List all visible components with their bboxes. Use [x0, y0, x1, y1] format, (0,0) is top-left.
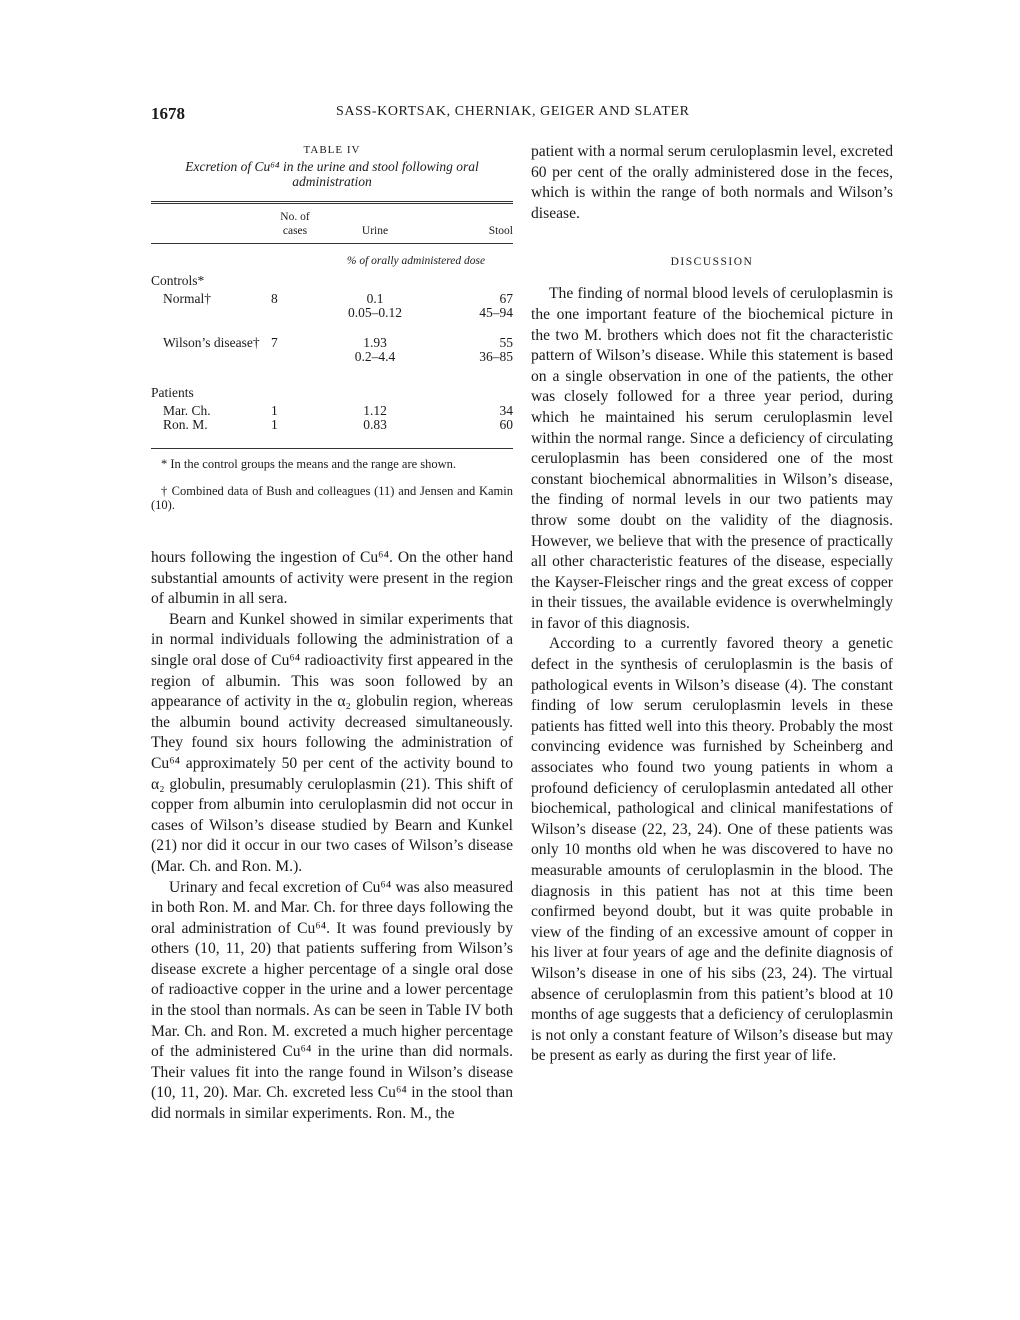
cell-urine [319, 288, 431, 320]
table-title: TABLE IV [303, 144, 361, 156]
body-paragraph: Urinary and fecal excretion of Cu⁶⁴ was also measured in both Ron. M. and Mar. Ch. for three days following the oral administration of Cu⁶⁴. It was found previously by others (10, 11, 20) that patients suffering from Wilson’s disease excrete a higher percentage of a single oral dose of radioactive copper in the urine and a lower percentage in the stool than normals. As can be seen in Table IV both Mar. Ch. and Ron. M. excreted a much higher percentage of the administered Cu⁶⁴ in the urine than did normals. Their values fit into the range found in Wilson’s disease (10, 11, 20). Mar. Ch. excreted less Cu⁶⁴ in the stool than did normals in similar experiments. Ron. M., the [151, 878, 513, 1123]
col-header-cases: No. of cases [271, 203, 319, 244]
body-paragraph: Bearn and Kunkel showed in similar experiments that in normal individuals following the administration of a single oral dose of Cu⁶⁴ radioactivity first appeared in the region of albumin. This was soon followed by an appearance of activity in the α₂ globulin region, whereas the albumin bound activity decreased simultaneously. They found six hours following the administration of Cu⁶⁴ approximately 50 per cent of the activity bound to α₂ globulin, presumably ceruloplasmin (21). This shift of copper from albumin into ceruloplasmin did not occur in cases of Wilson’s disease studied by Bearn and Kunkel (21) nor did it occur in our two cases of Wilson’s disease (Mar. Ch. and Ron. M.). [151, 610, 513, 875]
right-column [531, 142, 893, 1067]
unit-label: % of orally administered dose [346, 255, 486, 267]
cell-urine: 1.12 [363, 403, 387, 418]
cell-urine [319, 320, 431, 364]
urine-mean: 1.93 [363, 335, 387, 350]
cell-cases: 8 [271, 291, 278, 306]
table-row [151, 320, 513, 364]
group-row-patients [151, 364, 513, 400]
excretion-table [151, 201, 513, 449]
cell-stool [431, 320, 513, 364]
group-label-controls: Controls* [151, 273, 205, 288]
left-column [151, 142, 513, 1125]
body-paragraph: hours following the ingestion of Cu⁶⁴. On the other hand substantial amounts of activity were present in the region of albumin in all sera. [151, 549, 513, 608]
table-row [151, 418, 513, 449]
cell-stool: 60 [431, 418, 513, 449]
section-heading: DISCUSSION [670, 256, 754, 269]
stool-mean: 55 [499, 335, 513, 350]
body-paragraph: patient with a normal serum ceruloplasmin level, excreted 60 per cent of the orally administered dose in the feces, which is within the range of both normals and Wilson’s disease. [531, 143, 893, 222]
cell-stool [431, 288, 513, 320]
table-row [151, 288, 513, 320]
stool-range: 45–94 [479, 305, 513, 320]
body-paragraph: According to a currently favored theory a genetic defect in the synthesis of ceruloplasmin is the basis of pathological events in Wilson’s disease (4). The constant finding of low serum ceruloplasmin levels in these patients has fitted well into this theory. Probably the most convincing evidence was furnished by Scheinberg and associates who found two young patients in whom a profound deficiency of ceruloplasmin antedated all other biochemical, pathological and clinical manifestations of Wilson’s disease (22, 23, 24). One of these patients was only 10 months old when he was discovered to have no measurable amounts of ceruloplasmin in the blood. The diagnosis in this patient has not at this time been confirmed beyond doubt, but it was quite probable in view of the finding of an excessive amount of copper in his liver at four years of age and the definite diagnosis of Wilson’s disease in one of his sibs (23, 24). The virtual absence of ceruloplasmin from this patient’s blood at 10 months of age suggests that a deficiency of ceruloplasmin is not only a constant feature of Wilson’s disease but may be present as early as during the first year of life. [531, 635, 893, 1065]
cell-urine: 0.83 [319, 418, 431, 449]
cell-stool: 34 [499, 403, 513, 418]
cell-cases: 1 [271, 403, 278, 418]
body-paragraph: The finding of normal blood levels of ceruloplasmin is the one important feature of the biochemical picture in the two M. brothers which does not fit the characteristic pattern of Wilson’s disease. While this statement is based on a single observation in one of the patients, the other was closely followed for a three year period, during which he maintained his serum ceruloplasmin level within the normal range. Since a deficiency of circulating ceruloplasmin has been considered one of the most constant biochemical abnormalities in Wilson’s disease, the finding of normal levels in our two patients may throw some doubt on the validity of the diagnosis. However, we believe that with the presence of practically all other characteristic features of the disease, especially the Kayser-Fleischer rings and the great excess of copper in their tissues, the available evidence is overwhelmingly in favor of this diagnosis. [531, 285, 893, 632]
cell-cases: 7 [271, 335, 278, 350]
col-header-urine: Urine [319, 203, 431, 244]
col-header-group [151, 203, 271, 244]
table-unit-row [151, 244, 513, 275]
stool-mean: 67 [499, 291, 513, 306]
col-header-stool: Stool [431, 203, 513, 244]
table-footnote: † Combined data of Bush and colleagues (11) and Jensen and Kamin (10). [151, 483, 513, 512]
table-footnote: * In the control groups the means and the range are shown. [161, 457, 457, 471]
table-header-row [151, 203, 513, 244]
urine-mean: 0.1 [366, 291, 384, 306]
urine-range: 0.2–4.4 [354, 349, 396, 364]
page-number: 1678 [151, 104, 185, 123]
group-row-controls [151, 274, 513, 288]
row-label: Mar. Ch. [163, 403, 211, 418]
group-label-patients: Patients [151, 385, 194, 400]
cell-cases: 1 [271, 418, 319, 449]
stool-range: 36–85 [479, 349, 513, 364]
row-label: Normal† [163, 291, 211, 306]
row-label: Wilson’s disease† [163, 335, 260, 350]
table-caption: Excretion of Cu⁶⁴ in the urine and stool following oral administration [185, 159, 479, 189]
urine-range: 0.05–0.12 [348, 305, 402, 320]
table-row [151, 400, 513, 418]
row-label: Ron. M. [151, 418, 271, 449]
running-head: SASS-KORTSAK, CHERNIAK, GEIGER AND SLATER [336, 104, 690, 119]
